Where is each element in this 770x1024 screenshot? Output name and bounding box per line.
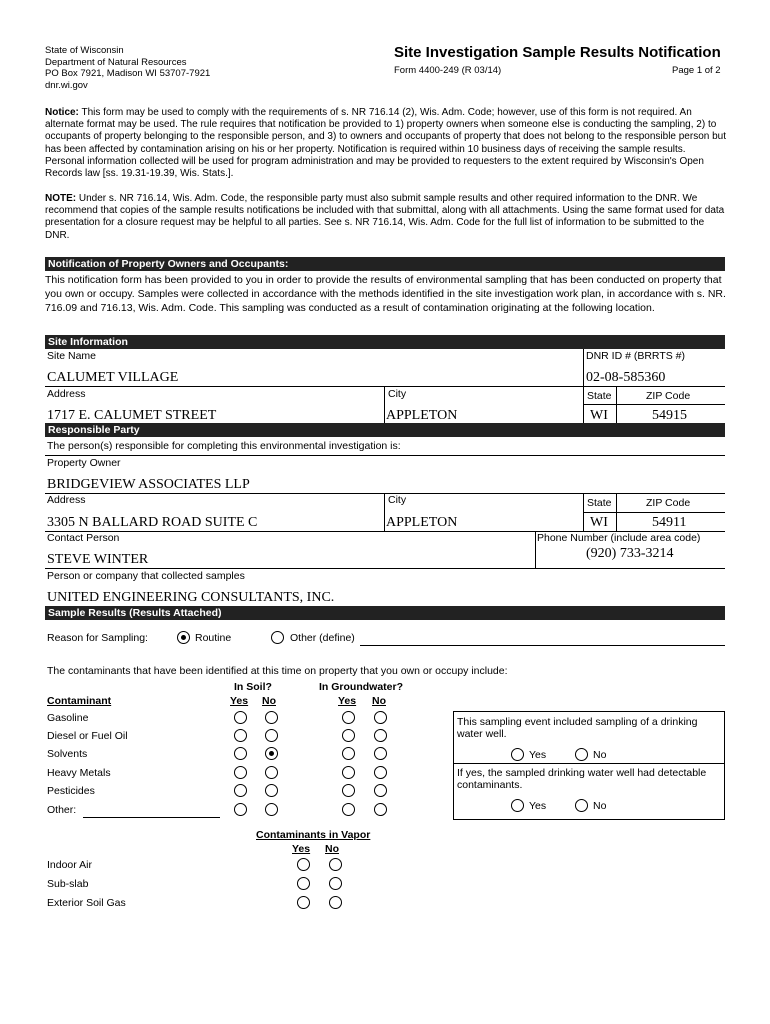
drinking-water-no-label: No [593,749,607,761]
reason-label: Reason for Sampling: [47,632,148,644]
phone-label: Phone Number (include area code) [537,532,701,544]
contaminant-soil-yes-radio[interactable] [234,729,247,742]
notice-text: This form may be used to comply with the requirements of s. NR 716.14 (2), Wis. Adm. Code; however, use of this form is not required. An alternate format may be used. The rule requires that notification be provided to 1) property owners when someone else is conducting the sampling, 2) to occupants of property belonging to the responsible person, and 3) to owners and occupants of property that does not belong to the responsible person but has been affected by contamination arising on his or her property. Notification is required within 10 business days of receiving the sample results. Personal information collected will be used for program administration and may be provided to requesters to the extent required by Wisconsin's Open Records law [ss. 19.31-19.39, Wis. Stats.]. [45,107,727,180]
notice-paragraph [45,107,727,180]
property-owner-label: Property Owner [47,457,121,469]
detectable-yes-radio[interactable] [511,799,524,812]
drinking-water-yes-label: Yes [529,749,547,761]
routine-radio[interactable] [177,631,190,644]
contaminant-gw-yes-radio[interactable] [342,747,355,760]
phone-field[interactable]: (920) 733-3214 [586,546,674,561]
contaminant-header: Contaminant [47,695,112,707]
vapor-yes-radio[interactable] [297,896,310,909]
vapor-label: Exterior Soil Gas [47,897,126,909]
contaminant-gw-no-radio[interactable] [374,766,387,779]
contaminant-label: Other: [47,804,77,816]
vapor-no-radio[interactable] [329,896,342,909]
contaminant-gw-yes-radio[interactable] [342,711,355,724]
collector-label: Person or company that collected samples [47,570,245,582]
other-contaminant-input[interactable] [83,817,220,818]
contaminant-soil-yes-radio[interactable] [234,784,247,797]
detectable-yes-label: Yes [529,800,547,812]
contaminant-label: Pesticides [47,785,95,797]
notification-text: This notification form has been provided to you in order to provide the results of environmental sampling that has been conducted on property that you own or occupy. Samples were collected in accordance with the methods identified in the site investigation work plan, in accordance with s. NR. 716.09 and 716.13, Wis. Adm. Code. This sampling was conducted as a result of contamination originating at the following location. [45,274,726,314]
agency-department: Department of Natural Resources [45,56,187,68]
collector-field[interactable]: UNITED ENGINEERING CONSULTANTS, INC. [47,590,335,605]
contaminant-gw-yes-radio[interactable] [342,766,355,779]
contaminant-soil-yes-radio[interactable] [234,766,247,779]
contaminant-soil-no-radio[interactable] [265,747,278,760]
agency-block [45,45,210,91]
owner-address-field[interactable]: 3305 N BALLARD ROAD SUITE C [47,515,258,530]
drinking-water-question: This sampling event included sampling of a drinking water well. [457,716,698,740]
vapor-no-radio[interactable] [329,877,342,890]
property-owner-field[interactable]: BRIDGEVIEW ASSOCIATES LLP [47,477,250,492]
owner-city-label: City [388,494,407,506]
section-responsible-header: Responsible Party [45,423,725,437]
contaminant-gw-yes-radio[interactable] [342,784,355,797]
contaminant-gw-no-radio[interactable] [374,803,387,816]
dnr-id-field[interactable]: 02-08-585360 [586,370,666,385]
contaminants-intro: The contaminants that have been identified at this time on property that you own or occupy include: [47,665,508,677]
page-number: Page 1 of 2 [672,65,721,76]
soil-yes-header: Yes [230,695,249,707]
site-city-field[interactable]: APPLETON [386,408,458,423]
contaminant-label: Heavy Metals [47,767,111,779]
vapor-yes-radio[interactable] [297,858,310,871]
form-title: Site Investigation Sample Results Notification [394,44,721,61]
contaminant-soil-no-radio[interactable] [265,729,278,742]
note-label: NOTE: [45,193,77,204]
owner-zip-field[interactable]: 54911 [652,515,687,530]
detectable-no-label: No [593,800,607,812]
in-groundwater-header: In Groundwater? [319,681,403,693]
detectable-no-radio[interactable] [575,799,588,812]
vapor-label: Indoor Air [47,859,92,871]
gw-no-header: No [372,695,386,707]
vapor-yes-header: Yes [292,843,311,855]
owner-address-label: Address [47,494,86,506]
site-state-field[interactable]: WI [590,408,608,423]
in-soil-header: In Soil? [234,681,272,693]
contaminant-label: Gasoline [47,712,89,724]
form-number: Form 4400-249 (R 03/14) [394,65,502,76]
contaminant-gw-no-radio[interactable] [374,747,387,760]
contaminant-gw-yes-radio[interactable] [342,803,355,816]
vapor-yes-radio[interactable] [297,877,310,890]
owner-zip-label: ZIP Code [646,497,691,509]
section-sample-results-header: Sample Results (Results Attached) [45,606,725,620]
contact-person-label: Contact Person [47,532,120,544]
site-address-field[interactable]: 1717 E. CALUMET STREET [47,408,217,423]
owner-city-field[interactable]: APPLETON [386,515,458,530]
agency-address: PO Box 7921, Madison WI 53707-7921 [45,68,211,79]
vapor-no-radio[interactable] [329,858,342,871]
contaminant-soil-yes-radio[interactable] [234,747,247,760]
agency-state: State of Wisconsin [45,45,124,56]
contaminant-soil-no-radio[interactable] [265,803,278,816]
section-notification-header: Notification of Property Owners and Occupants: [45,257,725,271]
contaminant-gw-yes-radio[interactable] [342,729,355,742]
section-site-info-header: Site Information [45,335,725,349]
routine-label: Routine [195,632,232,644]
other-reason-input[interactable] [360,645,725,646]
site-name-field[interactable]: CALUMET VILLAGE [47,370,179,385]
contaminant-soil-yes-radio[interactable] [234,803,247,816]
site-name-label: Site Name [47,350,97,362]
contaminant-gw-no-radio[interactable] [374,784,387,797]
contaminant-gw-no-radio[interactable] [374,711,387,724]
dnr-id-label: DNR ID # (BRRTS #) [586,350,685,362]
note-text: Under s. NR 716.14, Wis. Adm. Code, the responsible party must also submit sample results and other required information to the DNR. We recommend that copies of the sample results notifications be included with that submittal, along with all attachments. Using the same format used for data presentation for a closure request may be helpful to all parties. See s. NR 716.14, Wis. Adm. Code for the full list of information to be submitted to the DNR. [45,193,725,241]
contaminant-soil-no-radio[interactable] [265,766,278,779]
contaminant-soil-no-radio[interactable] [265,711,278,724]
site-city-label: City [388,388,407,400]
soil-no-header: No [262,695,276,707]
gw-yes-header: Yes [338,695,357,707]
site-address-label: Address [47,388,86,400]
other-reason-label: Other (define) [290,632,355,644]
drinking-water-yes-radio[interactable] [511,748,524,761]
agency-website: dnr.wi.gov [45,79,88,91]
contaminant-soil-yes-radio[interactable] [234,711,247,724]
drinking-water-no-radio[interactable] [575,748,588,761]
contaminant-soil-no-radio[interactable] [265,784,278,797]
contaminant-gw-no-radio[interactable] [374,729,387,742]
contaminant-label: Solvents [47,748,88,760]
contaminant-label: Diesel or Fuel Oil [47,730,128,742]
site-zip-field[interactable]: 54915 [652,408,687,423]
drinking-water-box [453,711,725,820]
note-paragraph [45,193,727,242]
vapor-label: Sub-slab [47,878,89,890]
vapor-header: Contaminants in Vapor [256,829,371,841]
contact-person-field[interactable]: STEVE WINTER [47,552,149,567]
detectable-question: If yes, the sampled drinking water well had detectable contaminants. [457,767,707,791]
site-zip-label: ZIP Code [646,390,691,402]
vapor-no-header: No [325,843,339,855]
notice-label: Notice: [45,107,79,118]
owner-state-field[interactable]: WI [590,515,608,530]
responsible-intro: The person(s) responsible for completing this environmental investigation is: [47,440,401,452]
other-reason-radio[interactable] [271,631,284,644]
site-state-label: State [587,390,612,402]
owner-state-label: State [587,497,612,509]
